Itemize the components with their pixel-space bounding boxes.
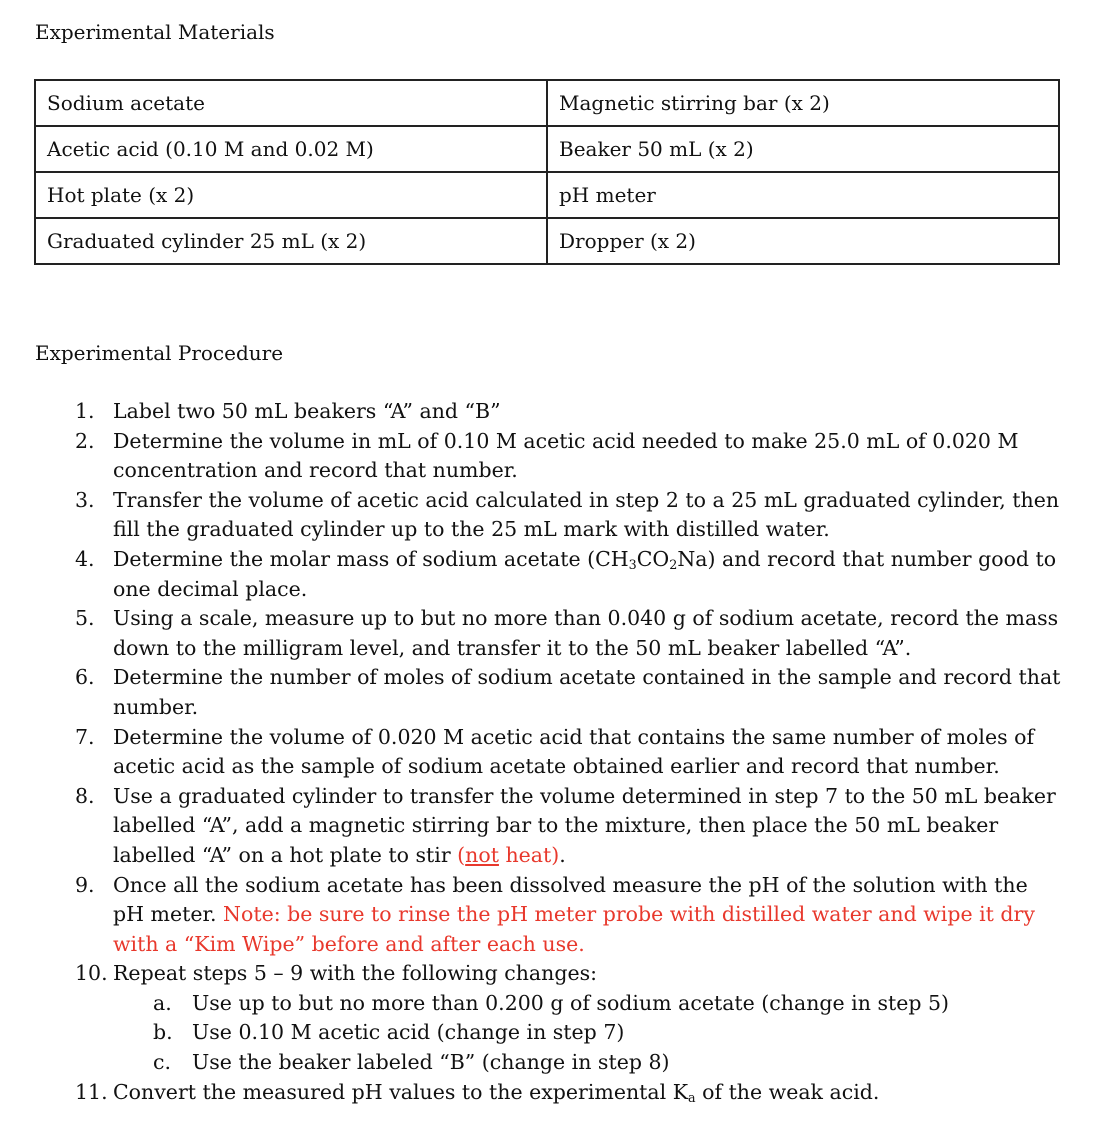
substep-text: Use 0.10 M acetic acid (change in step 7): [192, 1020, 625, 1045]
step-number: 6.: [75, 665, 95, 690]
substep-list: [0, 989, 1063, 1078]
step-text: Transfer the volume of acetic acid calculated in step 2 to a 25 mL graduated cylinder, then fill the graduated cylinder up to the 25 mL mark with distilled water.: [113, 487, 1060, 542]
step-number: 2.: [75, 428, 95, 453]
table-cell: Acetic acid (0.10 M and 0.02 M): [35, 126, 547, 172]
table-cell: Magnetic stirring bar (x 2): [547, 80, 1059, 126]
substep-letter: b.: [153, 1020, 173, 1045]
substep-letter: c.: [153, 1050, 171, 1075]
substep: [0, 989, 1063, 1019]
table-row: [35, 172, 1059, 218]
table-row: [35, 80, 1059, 126]
substep-text: Use up to but no more than 0.200 g of sodium acetate (change in step 5): [192, 990, 950, 1015]
procedure-list: [0, 397, 1093, 1107]
procedure-step: [0, 397, 1093, 427]
step-number: 5.: [75, 606, 95, 631]
table-cell: Beaker 50 mL (x 2): [547, 126, 1059, 172]
step-text: Determine the number of moles of sodium acetate contained in the sample and record that number.: [113, 665, 1061, 719]
step-text: Determine the volume of 0.020 M acetic acid that contains the same number of moles of acetic acid as the sample of sodium acetate obtained earlier and record that number.: [113, 724, 1035, 779]
step-number: 9.: [75, 872, 95, 897]
procedure-step: [0, 871, 1093, 960]
substep-text: Use the beaker labeled “B” (change in step 8): [192, 1050, 670, 1075]
substep: [0, 1018, 1063, 1048]
procedure-step: [0, 486, 1093, 545]
safety-note: Note: be sure to rinse the pH meter probe with distilled water and wipe it dry with a “Kim Wipe” before and after each use.: [113, 902, 1035, 956]
step-number: 8.: [75, 783, 95, 808]
step-number: 11.: [75, 1079, 108, 1104]
step-text: Convert the measured pH values to the experimental $K_a$ of the weak acid.: [113, 1079, 880, 1105]
table-cell: pH meter: [547, 172, 1059, 218]
step-text: Label two 50 mL beakers “A” and “B”: [113, 399, 501, 423]
step-number: 10.: [75, 961, 108, 986]
step-number: 4.: [75, 546, 95, 571]
procedure-heading: Experimental Procedure: [35, 341, 284, 365]
procedure-step: [0, 782, 1093, 871]
substep: [0, 1048, 1063, 1078]
step-number: 1.: [75, 399, 95, 423]
procedure-step: [0, 959, 1093, 1077]
table-row: [35, 126, 1059, 172]
materials-heading: Experimental Materials: [35, 20, 275, 44]
procedure-step: [0, 545, 1093, 604]
step-text: Determine the molar mass of sodium acetate $(CH_3CO_2Na)$ and record that number good to one decimal place.: [113, 546, 1057, 601]
emphasis-text: (not heat): [457, 842, 560, 867]
table-cell: Graduated cylinder 25 mL (x 2): [35, 218, 547, 264]
step-number: 3.: [75, 487, 95, 512]
procedure-step: [0, 663, 1093, 722]
table-row: [35, 218, 1059, 264]
table-cell: Sodium acetate: [35, 80, 547, 126]
materials-table: [34, 79, 1060, 265]
table-cell: Dropper (x 2): [547, 218, 1059, 264]
step-text: Repeat steps 5 – 9 with the following changes:: [113, 961, 598, 986]
procedure-step: [0, 723, 1093, 782]
procedure-step: [0, 604, 1093, 663]
step-number: 7.: [75, 724, 95, 749]
procedure-step: [0, 427, 1093, 486]
substep-letter: a.: [153, 990, 172, 1015]
step-text: Use a graduated cylinder to transfer the volume determined in step 7 to the 50 mL beaker labelled “A”, add a magnetic stirring bar to the mixture, then place the 50 mL beaker labelled “A” on a hot plate to stir (not heat).: [113, 783, 1056, 867]
step-text: Determine the volume in mL of 0.10 M acetic acid needed to make 25.0 mL of 0.020 M concentration and record that number.: [113, 428, 1019, 483]
table-cell: Hot plate (x 2): [35, 172, 547, 218]
step-text: Once all the sodium acetate has been dissolved measure the pH of the solution with the pH meter. Note: be sure to rinse the pH meter probe with distilled water and wipe it dry with a “Kim Wipe” before and after each use.: [113, 872, 1035, 956]
step-text: Using a scale, measure up to but no more than 0.040 g of sodium acetate, record the mass down to the milligram level, and transfer it to the 50 mL beaker labelled “A”.: [113, 606, 1059, 660]
procedure-step: [0, 1078, 1093, 1108]
